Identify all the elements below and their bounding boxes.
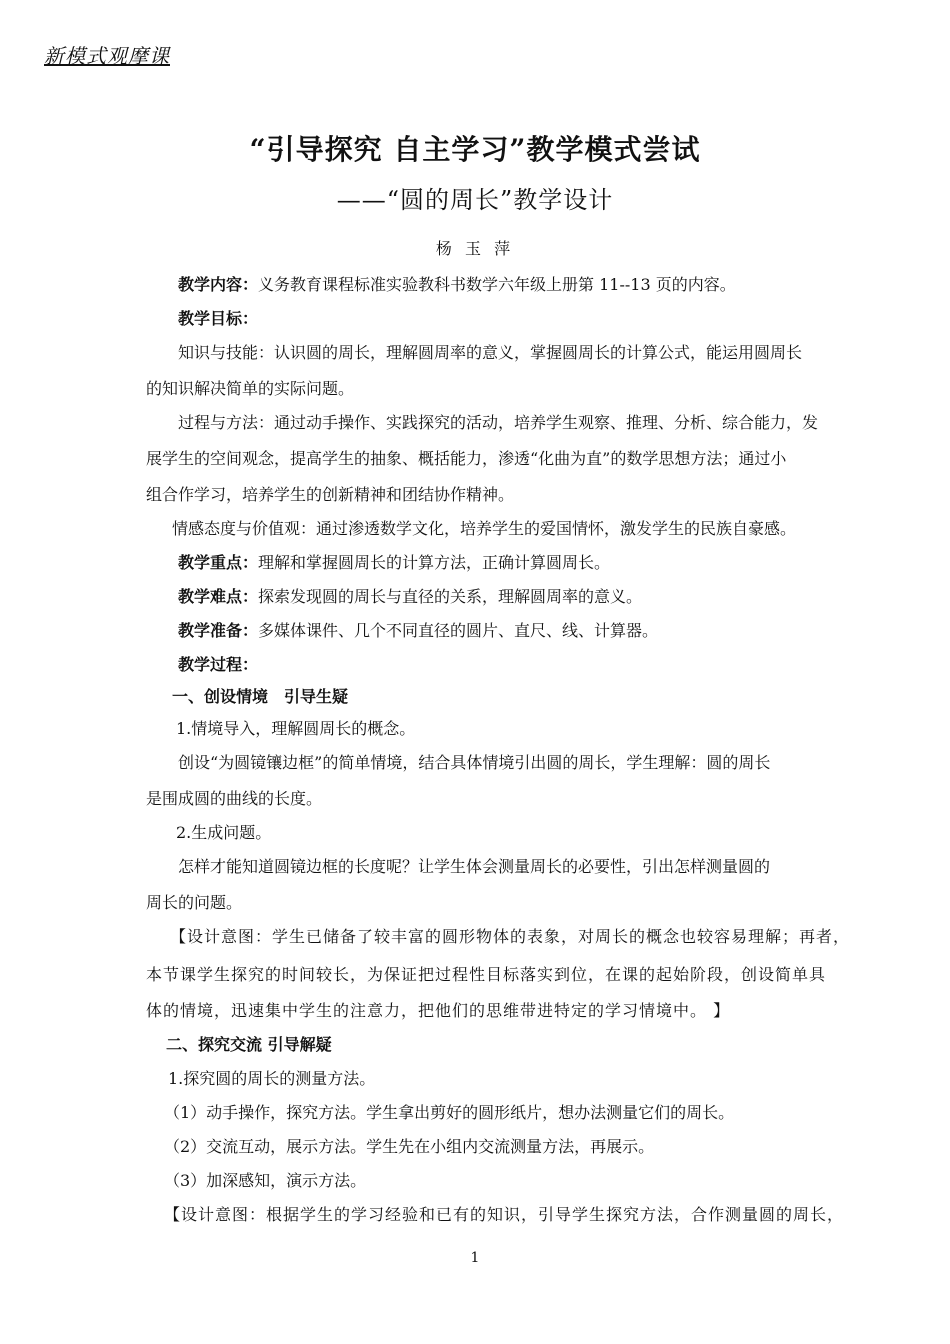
- section-1-paragraph-1-line2: 是围成圆的曲线的长度。: [146, 789, 323, 808]
- teaching-content-text: 义务教育课程标准实验教科书数学六年级上册第 11--13 页的内容。: [258, 275, 736, 294]
- preparation-text: 多媒体课件、几个不同直径的圆片、直尺、线、计算器。: [258, 621, 659, 640]
- section-1-heading: 一、创设情境 引导生疑: [172, 687, 349, 706]
- preparation-label: 教学准备：: [178, 621, 259, 640]
- section-1-intent-line3: 体的情境，迅速集中学生的注意力，把他们的思维带进特定的学习情境中。 】: [146, 1001, 731, 1020]
- section-2-sub-2: （2）交流互动，展示方法。学生先在小组内交流测量方法，再展示。: [164, 1137, 655, 1156]
- goal2-line2: 展学生的空间观念，提高学生的抽象、概括能力，渗透“化曲为直”的数学思想方法；通过小: [146, 449, 787, 468]
- difficulty-label: 教学难点：: [178, 587, 259, 606]
- section-1-intent-line2: 本节课学生探究的时间较长，为保证把过程性目标落实到位，在课的起始阶段，创设简单具: [146, 965, 827, 984]
- section-1-item-2: 2.生成问题。: [176, 823, 272, 842]
- header-note: 新模式观摩课: [44, 44, 170, 68]
- section-1-intent-line1: 【设计意图：学生已储备了较丰富的圆形物体的表象，对周长的概念也较容易理解；再者，: [170, 927, 851, 946]
- goals-label: 教学目标：: [178, 309, 259, 328]
- section-2-intent-line1: 【设计意图：根据学生的学习经验和已有的知识，引导学生探究方法，合作测量圆的周长，: [164, 1205, 845, 1224]
- goal1-line1: 知识与技能：认识圆的周长，理解圆周率的意义，掌握圆周长的计算公式，能运用圆周长: [178, 343, 803, 362]
- difficulty-line: [178, 584, 642, 607]
- page-number: 1: [470, 1250, 480, 1266]
- teaching-content-label: 教学内容：: [178, 275, 259, 294]
- section-1-paragraph-1-line1: 创设“为圆镜镶边框”的简单情境，结合具体情境引出圆的周长，学生理解：圆的周长: [178, 753, 771, 772]
- section-1-paragraph-2-line1: 怎样才能知道圆镜边框的长度呢？让学生体会测量周长的必要性，引出怎样测量圆的: [178, 857, 771, 876]
- section-1-paragraph-2-line2: 周长的问题。: [146, 893, 243, 912]
- document-title: “引导探究 自主学习”教学模式尝试: [249, 133, 701, 166]
- document-subtitle: ——“圆的周长”教学设计: [336, 186, 614, 214]
- goal2-line3: 组合作学习，培养学生的创新精神和团结协作精神。: [146, 485, 515, 504]
- section-1-item-1: 1.情境导入，理解圆周长的概念。: [176, 719, 416, 738]
- key-point-label: 教学重点：: [178, 553, 259, 572]
- section-2-heading: 二、探究交流 引导解疑: [166, 1035, 332, 1054]
- key-point-text: 理解和掌握圆周长的计算方法，正确计算圆周长。: [258, 553, 611, 572]
- difficulty-text: 探索发现圆的周长与直径的关系，理解圆周率的意义。: [258, 587, 643, 606]
- process-label: 教学过程：: [178, 655, 259, 674]
- author: 杨 玉 萍: [435, 239, 515, 258]
- preparation-line: [178, 618, 658, 641]
- goal3-line: 情感态度与价值观：通过渗透数学文化，培养学生的爱国情怀，激发学生的民族自豪感。: [172, 519, 797, 538]
- goal2-line1: 过程与方法：通过动手操作、实践探究的活动，培养学生观察、推理、分析、综合能力，发: [178, 413, 819, 432]
- section-2-sub-3: （3）加深感知，演示方法。: [164, 1171, 367, 1190]
- key-point-line: [178, 550, 610, 573]
- section-2-item-1: 1.探究圆的周长的测量方法。: [168, 1069, 376, 1088]
- section-2-sub-1: （1）动手操作，探究方法。学生拿出剪好的圆形纸片，想办法测量它们的周长。: [164, 1103, 735, 1122]
- teaching-content-line: [178, 272, 736, 295]
- goal1-line2: 的知识解决简单的实际问题。: [146, 379, 355, 398]
